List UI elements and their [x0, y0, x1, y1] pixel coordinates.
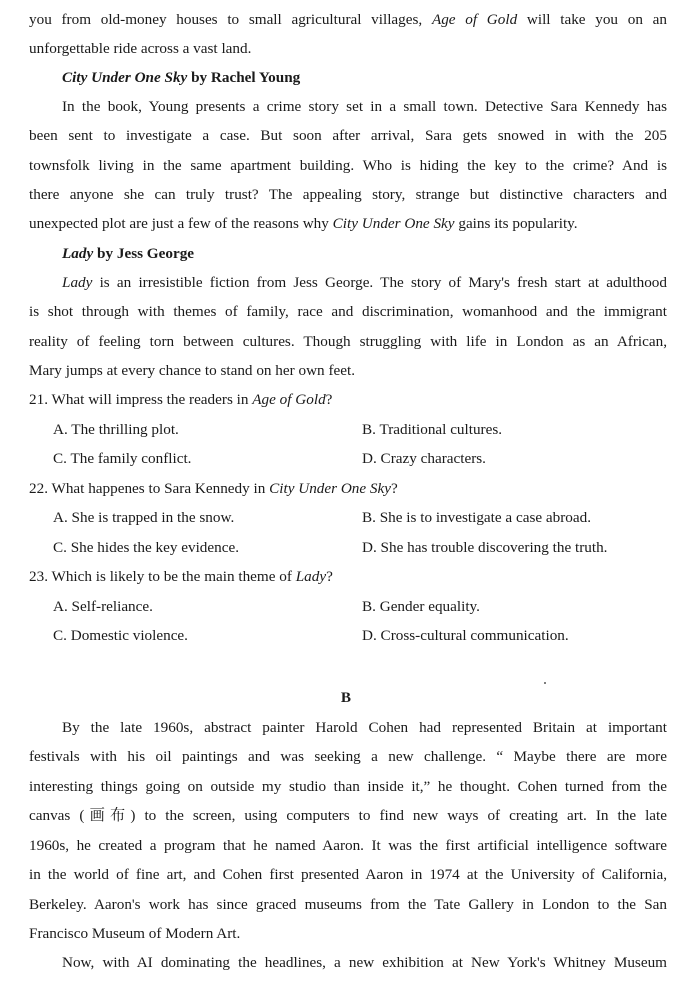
- question-21: 21. What will impress the readers in Age of Gold?: [29, 391, 333, 408]
- passage-line: Berkeley. Aaron's work has since graced museums from the Tate Gallery in London to the San: [29, 896, 667, 913]
- passage-line: unforgettable ride across a vast land.: [29, 40, 252, 57]
- passage-line: Francisco Museum of Modern Art.: [29, 925, 241, 942]
- option-21-b: B. Traditional cultures.: [362, 421, 503, 438]
- passage-line: In the book, Young presents a crime story set in a small town. Detective Sara Kennedy has: [62, 98, 667, 115]
- option-23-d: D. Cross-cultural communication.: [362, 627, 569, 644]
- passage-line: festivals with his oil paintings and was seeking a new challenge. “ Maybe there are more: [29, 748, 667, 765]
- option-23-b: B. Gender equality.: [362, 598, 480, 615]
- book-title: Lady: [62, 274, 93, 291]
- passage-line: townsfolk living in the same apartment building. Who is hiding the key to the crime? And is: [29, 157, 667, 174]
- passage-line: been sent to investigate a case. But soon after arrival, Sara gets snowed in with the 205: [29, 127, 667, 144]
- passage-line: interesting things going on outside my studio than inside it,” he thought. Cohen turned from the: [29, 778, 667, 795]
- option-23-c: C. Domestic violence.: [53, 627, 188, 644]
- passage-line: reality of feeling torn between cultures. Though struggling with life in London as an African,: [29, 333, 667, 350]
- passage-line: is shot through with themes of family, race and discrimination, womanhood and the immigrant: [29, 303, 667, 320]
- option-22-a: A. She is trapped in the snow.: [53, 509, 235, 526]
- passage-line: canvas (画布) to the screen, using computers to find new ways of creating art. In the late: [29, 807, 667, 824]
- section-label-b: B: [340, 689, 352, 706]
- option-22-c: C. She hides the key evidence.: [53, 539, 239, 556]
- book-title: Age of Gold: [431, 11, 518, 28]
- passage-line: there anyone she can truly trust? The appealing story, strange but distinctive characters and: [29, 186, 667, 203]
- book-title: City Under One Sky: [332, 215, 455, 232]
- option-21-c: C. The family conflict.: [53, 450, 192, 467]
- passage-line: 1960s, he created a program that he named Aaron. It was the first artificial intelligence software: [29, 837, 667, 854]
- book-heading-lady: Lady by Jess George: [62, 245, 195, 262]
- option-22-b: B. She is to investigate a case abroad.: [362, 509, 592, 526]
- passage-line: Lady is an irresistible fiction from Jess George. The story of Mary's fresh start at adulthood: [62, 274, 667, 291]
- passage-line: in the world of fine art, and Cohen first presented Aaron in 1974 at the University of California,: [29, 866, 667, 883]
- option-21-d: D. Crazy characters.: [362, 450, 486, 467]
- option-23-a: A. Self-reliance.: [53, 598, 153, 615]
- passage-line: By the late 1960s, abstract painter Harold Cohen had represented Britain at important: [62, 719, 667, 736]
- passage-line: you from old-money houses to small agricultural villages, Age of Gold will take you on an: [29, 11, 667, 28]
- option-22-d: D. She has trouble discovering the truth.: [362, 539, 608, 556]
- question-23: 23. Which is likely to be the main theme of Lady?: [29, 568, 333, 585]
- book-heading-city-under-one-sky: City Under One Sky by Rachel Young: [62, 69, 301, 86]
- passage-line: Now, with AI dominating the headlines, a new exhibition at New York's Whitney Museum: [62, 954, 667, 971]
- option-21-a: A. The thrilling plot.: [53, 421, 179, 438]
- question-22: 22. What happenes to Sara Kennedy in City Under One Sky?: [29, 480, 398, 497]
- passage-line: unexpected plot are just a few of the reasons why City Under One Sky gains its popularity.: [29, 215, 578, 232]
- passage-line: Mary jumps at every chance to stand on her own feet.: [29, 362, 355, 379]
